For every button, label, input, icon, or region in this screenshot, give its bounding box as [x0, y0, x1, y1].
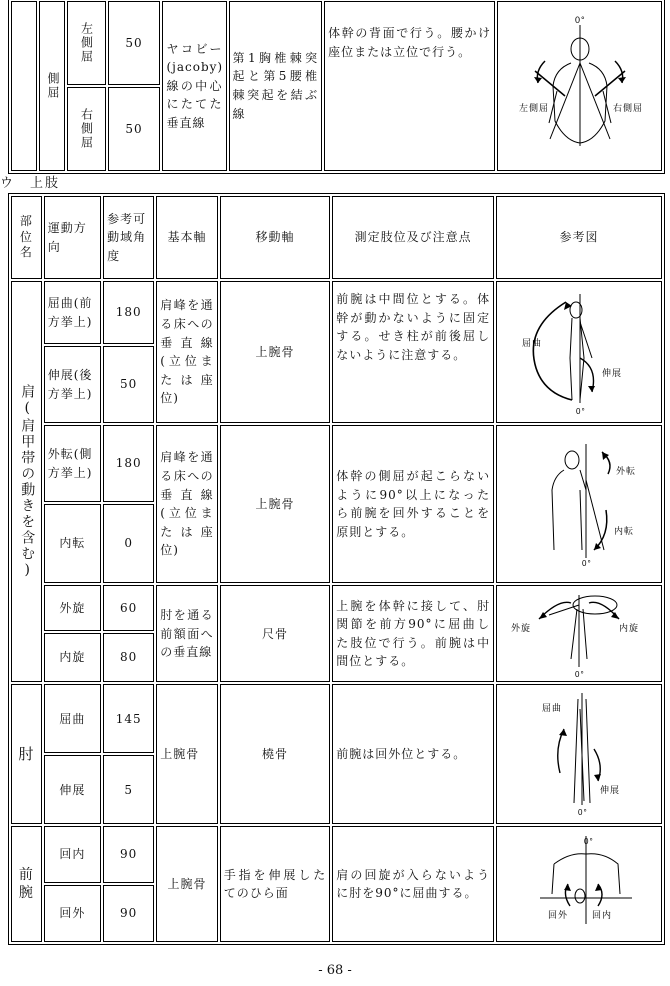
- angle-shoulder-abduction: 180: [103, 425, 154, 502]
- moving-shoulder-g3: 尺骨: [220, 585, 331, 682]
- motion-shoulder-flexion: 屈曲(前方挙上): [44, 281, 101, 344]
- moving-forearm: 手指を伸展したてのひら面: [220, 826, 331, 942]
- motion-shoulder-external-rotation: 外旋: [44, 585, 101, 631]
- moving-shoulder-g1: 上腕骨: [220, 281, 331, 423]
- fig-supination-label: 回外: [548, 910, 569, 921]
- fig-internal-rotation-label: 内旋: [619, 622, 640, 633]
- fig-right-label: 右側屈: [612, 103, 643, 113]
- fig-zero-label: 0°: [574, 15, 586, 25]
- motion-right-lateral: 右側屈: [67, 87, 106, 171]
- angle-left-lateral: 50: [108, 1, 161, 85]
- moving-shoulder-g2: 上腕骨: [220, 425, 331, 583]
- elbow-flexion-figure: [514, 689, 644, 819]
- moving-elbow: 橈骨: [220, 684, 331, 824]
- shoulder-abduction-figure: [514, 440, 644, 568]
- upper-limb-table: [8, 193, 665, 945]
- angle-elbow-flexion: 145: [103, 684, 154, 753]
- angle-shoulder-internal-rotation: 80: [103, 633, 154, 683]
- notes-lateral: 体幹の背面で行う。腰かけ座位または立位で行う。: [324, 1, 495, 171]
- base-elbow: 上腕骨: [156, 684, 217, 824]
- motion-elbow-extension: 伸展: [44, 755, 101, 824]
- base-axis-lateral: ヤコビー(jacoby)線の中心にたてた垂直線: [162, 1, 226, 171]
- figure-lateral: [497, 1, 662, 171]
- notes-shoulder-g3: 上腕を体幹に接して、肘関節を前方90°に屈曲した肢位で行う。前腕は中間位とする。: [332, 585, 494, 682]
- angle-shoulder-extension: 50: [103, 346, 154, 423]
- base-shoulder-g3: 肘を通る前額面への垂直線: [156, 585, 217, 682]
- notes-forearm: 肩の回旋が入らないように肘を90°に屈曲する。: [332, 826, 494, 942]
- fig-zero-label: 0°: [582, 559, 592, 569]
- figure-shoulder-g2: [496, 425, 662, 583]
- fig-extension-label: 伸展: [600, 785, 621, 796]
- fig-extension-label: 伸展: [602, 368, 623, 379]
- angle-shoulder-external-rotation: 60: [103, 585, 154, 631]
- header-motion: 運動方向: [44, 196, 101, 279]
- notes-elbow: 前腕は回外位とする。: [332, 684, 494, 824]
- angle-forearm-pronation: 90: [103, 826, 154, 883]
- fig-adduction-label: 内転: [614, 526, 635, 537]
- angle-shoulder-flexion: 180: [103, 281, 154, 344]
- notes-shoulder-g1: 前腕は中間位とする。体幹が動かないように固定する。せき柱が前後屈しないように注意する。: [332, 281, 494, 423]
- motion-shoulder-adduction: 内転: [44, 504, 101, 583]
- header-figure: 参考図: [496, 196, 662, 279]
- figure-shoulder-g1: [496, 281, 662, 423]
- angle-forearm-supination: 90: [103, 885, 154, 942]
- fig-flexion-label: 屈曲: [522, 338, 543, 349]
- part-name-blank: [11, 1, 37, 171]
- page-number: - 68 -: [318, 963, 352, 978]
- angle-elbow-extension: 5: [103, 755, 154, 824]
- fig-flexion-label: 屈曲: [542, 703, 563, 714]
- motion-shoulder-abduction: 外転(側方挙上): [44, 425, 101, 502]
- moving-axis-lateral: 第1胸椎棘突起と第5腰椎棘突起を結ぶ線: [229, 1, 323, 171]
- figure-shoulder-g3: [496, 585, 662, 682]
- angle-shoulder-adduction: 0: [103, 504, 154, 583]
- header-base: 基本軸: [156, 196, 217, 279]
- fig-zero-label: 0°: [575, 669, 585, 679]
- lateral-group-label: 側屈: [39, 1, 64, 171]
- shoulder-flexion-figure: [514, 288, 644, 416]
- motion-forearm-pronation: 回内: [44, 826, 101, 883]
- fig-zero-label: 0°: [584, 837, 594, 847]
- motion-forearm-supination: 回外: [44, 885, 101, 942]
- figure-forearm: [496, 826, 662, 942]
- shoulder-rotation-figure: [509, 589, 649, 679]
- header-part: 部位名: [11, 196, 42, 279]
- base-shoulder-g2: 肩峰を通る床への垂直線(立位または座位): [156, 425, 217, 583]
- fig-external-rotation-label: 外旋: [511, 622, 532, 633]
- motion-shoulder-internal-rotation: 内旋: [44, 633, 101, 683]
- forearm-rotation-figure: [514, 834, 644, 934]
- base-shoulder-g1: 肩峰を通る床への垂直線(立位または座位): [156, 281, 217, 423]
- fig-zero-label: 0°: [576, 407, 586, 417]
- part-elbow: 肘: [11, 684, 42, 824]
- figure-elbow: [496, 684, 662, 824]
- fig-pronation-label: 回内: [592, 910, 613, 921]
- fig-abduction-label: 外転: [616, 466, 637, 477]
- motion-elbow-flexion: 屈曲: [44, 684, 101, 753]
- fig-left-label: 左側屈: [518, 103, 549, 113]
- motion-left-lateral: 左側屈: [67, 1, 106, 85]
- base-forearm: 上腕骨: [156, 826, 217, 942]
- header-range: 参考可動域角度: [103, 196, 154, 279]
- motion-shoulder-extension: 伸展(後方挙上): [44, 346, 101, 423]
- part-forearm: 前腕: [11, 826, 42, 942]
- angle-right-lateral: 50: [108, 87, 161, 171]
- header-notes: 測定肢位及び注意点: [332, 196, 494, 279]
- header-moving: 移動軸: [220, 196, 331, 279]
- fig-zero-label: 0°: [578, 808, 588, 818]
- notes-shoulder-g2: 体幹の側屈が起こらないように90°以上になったら前腕を回外することを原則とする。: [332, 425, 494, 583]
- lateral-flexion-table: [8, 0, 665, 174]
- part-shoulder: 肩(肩甲帯の動きを含む): [11, 281, 42, 682]
- lateral-flexion-figure: [505, 11, 655, 161]
- section-title: ウ 上肢: [0, 176, 61, 191]
